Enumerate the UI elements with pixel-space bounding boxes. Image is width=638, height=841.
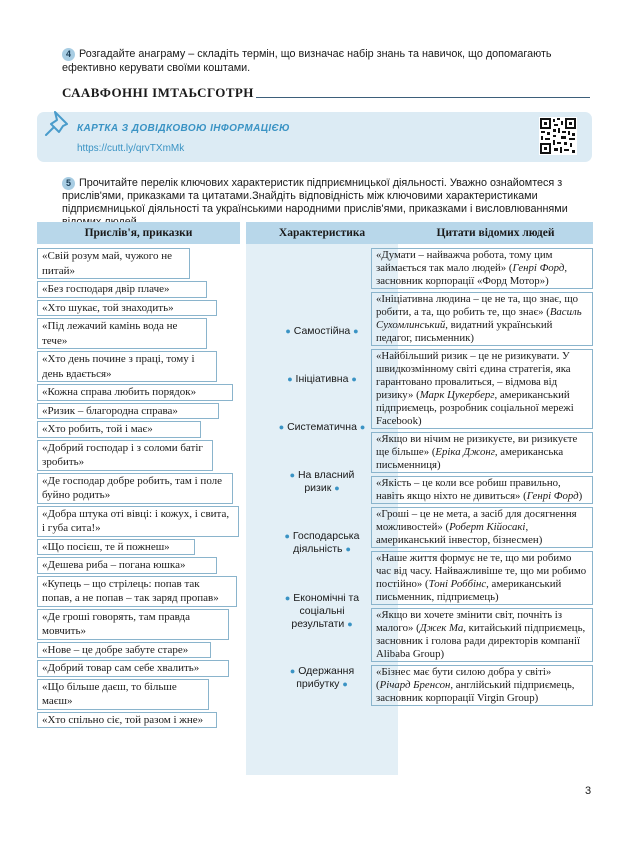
bullet-icon: ● xyxy=(284,593,291,603)
quote-item[interactable]: «Бізнес має бути силою добра у світі» (Річард Бренсон, англійський підприємець, засновник корпорації Virgin Group) xyxy=(371,665,593,706)
proverb-item[interactable]: «Добра штука оті вівці: і кожух, і свита, і губа сита!» xyxy=(37,506,239,537)
quote-item[interactable]: «Якщо ви хочете змінити світ, почніть із малого» (Джек Ма, китайський підприємець, засновник і голова ради директорів компанії Alibaba Group) xyxy=(371,608,593,662)
bullet-icon: ● xyxy=(359,422,366,432)
task-4-text: Розгадайте анаграму – складіть термін, що визначає набір знань та навичок, що допомагають ефективно керувати своїми коштами. xyxy=(62,48,552,74)
characteristic-item[interactable]: ● Самостійна ● xyxy=(285,325,359,337)
proverb-item[interactable]: «Добрий господар і з соломи батіг зробить» xyxy=(37,440,213,471)
proverb-item[interactable]: «Що посієш, те й пожнеш» xyxy=(37,539,195,556)
bullet-icon: ● xyxy=(284,531,290,541)
proverb-item[interactable]: «Де господар добре робить, там і поле буйно родить» xyxy=(37,473,233,504)
qr-code-icon[interactable] xyxy=(539,117,577,155)
characteristic-item[interactable]: ● Систематична ● xyxy=(278,421,366,433)
bullet-icon: ● xyxy=(342,679,348,689)
characteristic-item[interactable]: ● Господарська діяльність ● xyxy=(284,530,360,555)
info-card xyxy=(37,112,592,162)
proverb-item[interactable]: «Кожна справа любить порядок» xyxy=(37,384,233,401)
proverb-item[interactable]: «Де гроші говорять, там правда мовчить» xyxy=(37,609,229,640)
pin-icon xyxy=(41,108,75,142)
task-number-badge: 5 xyxy=(62,177,75,190)
proverb-item[interactable]: «Купець – що стрілець: попав так попав, а не попав – так заряд пропав» xyxy=(37,576,237,607)
bullet-icon: ● xyxy=(347,619,353,629)
proverb-item[interactable]: «Добрий товар сам себе хвалить» xyxy=(37,660,229,677)
proverb-item[interactable]: «Дешева риба – погана юшка» xyxy=(37,557,217,574)
bullet-icon: ● xyxy=(334,483,340,493)
card-link[interactable]: https://cutt.ly/qrvTXmMk xyxy=(77,143,185,154)
quote-item[interactable]: «Якщо ви нічим не ризикуєте, ви ризикуєте ще більше» (Еріка Джонг, американська письменниця) xyxy=(371,432,593,473)
answer-line[interactable] xyxy=(256,97,590,98)
card-title: КАРТКА З ДОВІДКОВОЮ ІНФОРМАЦІЄЮ xyxy=(77,123,290,134)
header-quotes: Цитати відомих людей xyxy=(398,222,593,244)
proverb-item[interactable]: «Хто шукає, той знаходить» xyxy=(37,300,217,317)
proverb-item[interactable]: «Свій розум май, чужого не питай» xyxy=(37,248,190,279)
bullet-icon: ● xyxy=(353,326,359,336)
quote-item[interactable]: «Найбільший ризик – це не ризикувати. У швидкозмінному світі єдина стратегія, яка гарантовано провалиться, – відмова від ризику» (Марк Цукерберг, американський підприємець, розробник соціальної мережі Facebook) xyxy=(371,349,593,429)
quote-item[interactable]: «Думати – найважча робота, тому цим займається так мало людей» (Генрі Форд, засновник корпорації «Форд Мотор») xyxy=(371,248,593,289)
characteristic-item[interactable]: ● Ініціативна ● xyxy=(287,373,357,385)
characteristic-item[interactable]: ● Одержання прибутку ● xyxy=(289,665,355,690)
header-proverbs: Прислів'я, приказки xyxy=(37,222,240,244)
anagram: СААВФОННІ ІМТАЬСГОТРН xyxy=(62,85,254,100)
bullet-icon: ● xyxy=(278,422,285,432)
proverb-item[interactable]: «Хто робить, той і має» xyxy=(37,421,201,438)
quotes-column xyxy=(372,248,593,709)
quote-item[interactable]: «Гроші – це не мета, а засіб для досягнення можливостей» (Роберт Кійосакі, американський інвестор, бізнесмен) xyxy=(371,507,593,548)
task-number-badge: 4 xyxy=(62,48,75,61)
bullet-icon: ● xyxy=(351,374,357,384)
page-number: 3 xyxy=(585,785,592,797)
characteristic-item[interactable]: ● Економічні та соціальні результати ● xyxy=(284,592,360,630)
bullet-icon: ● xyxy=(287,374,293,384)
proverb-item[interactable]: «Нове – це добре забуте старе» xyxy=(37,642,211,659)
matching-table xyxy=(37,222,593,775)
proverb-item[interactable]: «Під лежачий камінь вода не тече» xyxy=(37,318,207,349)
characteristic-item[interactable]: ● На власний ризик ● xyxy=(289,469,355,494)
bullet-icon: ● xyxy=(285,326,291,336)
proverb-item[interactable]: «Що більше даєш, то більше маєш» xyxy=(37,679,209,710)
bullet-icon: ● xyxy=(345,544,351,554)
proverb-item[interactable]: «Хто спільно сіє, той разом і жне» xyxy=(37,712,217,729)
task-4 xyxy=(62,47,602,75)
header-characteristic: Характеристика xyxy=(246,222,398,244)
proverb-item[interactable]: «Хто день почине з праці, тому і день вдається» xyxy=(37,351,217,382)
quote-item[interactable]: «Якість – це коли все робиш правильно, навіть якщо ніхто не дивиться» (Генрі Форд) xyxy=(371,476,593,504)
proverb-item[interactable]: «Без господаря двір плаче» xyxy=(37,281,207,298)
bullet-icon: ● xyxy=(289,666,296,676)
quote-item[interactable]: «Наше життя формує не те, що ми робимо час від часу. Найважливіше те, що ми робимо постійно» (Тоні Роббінс, американський письменник, підприємець) xyxy=(371,551,593,605)
proverb-item[interactable]: «Ризик – благородна справа» xyxy=(37,403,219,420)
task-5-text: Прочитайте перелік ключових характеристик підприємницької діяльності. Уважно ознайомтеся з прислів'ями, приказками та цитатами.Знайдіть відповідність між ключовими характеристиками підприємницької діяльності та українськими народними прислів'ями, приказками і висловлюваннями xyxy=(62,177,568,215)
proverbs-column xyxy=(37,248,240,730)
quote-item[interactable]: «Ініціативна людина – це не та, що знає, що робити, а та, що робить те, що знає» (Василь Сухомлинський, видатний український педагог, письменник) xyxy=(371,292,593,346)
bullet-icon: ● xyxy=(289,470,296,480)
